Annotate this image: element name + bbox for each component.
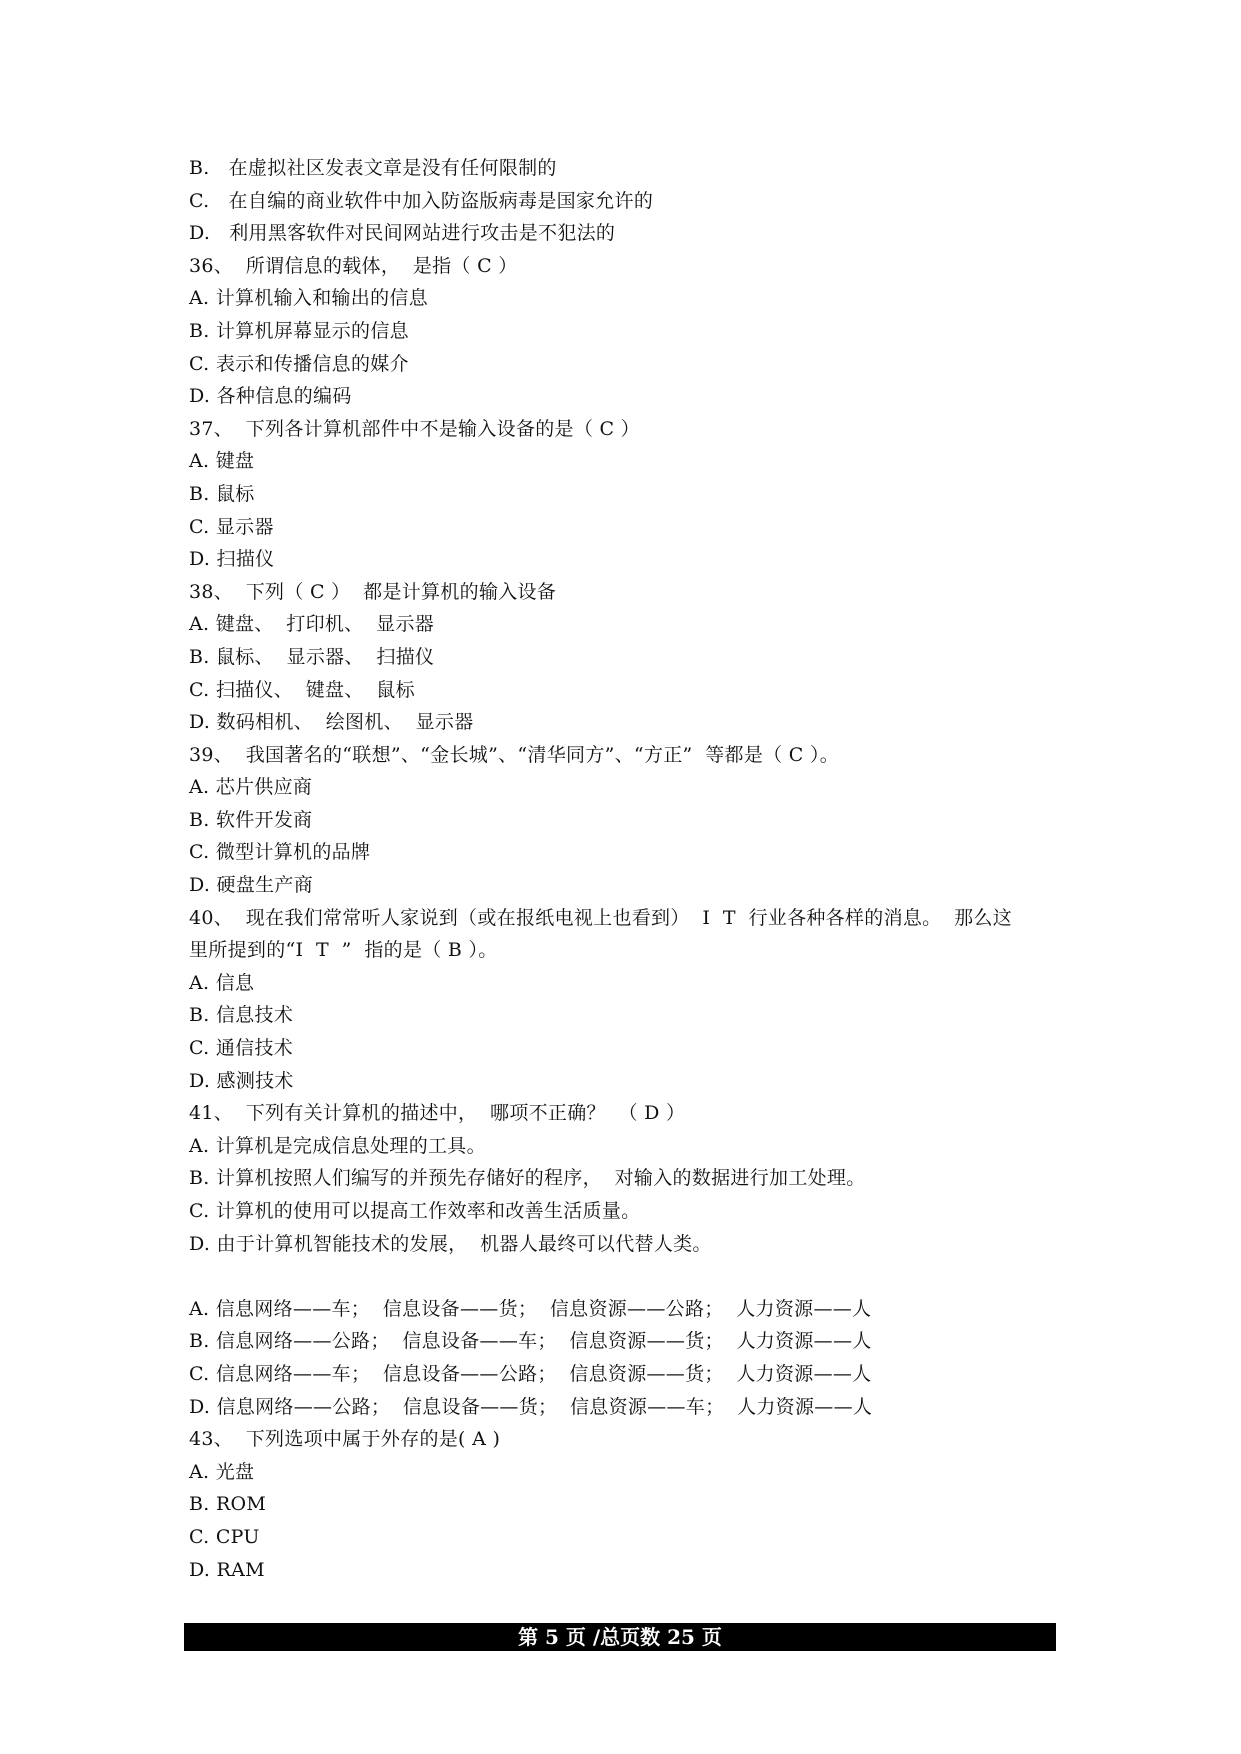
text-line: C. 显示器 [189,515,274,538]
text-line: 38、 下列（ C ） 都是计算机的输入设备 [189,580,557,603]
text-line: C. 微型计算机的品牌 [189,841,371,864]
text-line: A. 信息网络——车； 信息设备——货； 信息资源——公路； 人力资源——人 [189,1297,872,1320]
text-line: C. 在自编的商业软件中加入防盗版病毒是国家允许的 [189,189,654,212]
text-line: A. 键盘 [189,450,255,473]
text-line: 里所提到的“I T ” 指的是（ B ）。 [189,939,498,962]
text-line: A. 芯片供应商 [189,776,313,799]
text-line: D. 利用黑客软件对民间网站进行攻击是不犯法的 [189,222,616,245]
text-line: A. 信息 [189,971,255,994]
document-body [189,152,1069,1586]
page-footer [184,1623,1056,1651]
text-line: B. 软件开发商 [189,808,313,831]
page-number-label: 第 5 页 /总页数 25 页 [518,1625,722,1649]
text-line: B. 信息技术 [189,1004,294,1027]
text-line: C. 计算机的使用可以提高工作效率和改善生活质量。 [189,1200,641,1222]
text-line: A. 计算机输入和输出的信息 [189,287,429,310]
text-line: D. 各种信息的编码 [189,385,352,408]
text-line: D. 扫描仪 [189,548,275,571]
text-line: D. 信息网络——公路； 信息设备——货； 信息资源——车； 人力资源——人 [189,1395,873,1418]
text-line: B. 信息网络——公路； 信息设备——车； 信息资源——货； 人力资源——人 [189,1330,872,1353]
text-line: 43、 下列选项中属于外存的是( A ) [189,1428,501,1451]
text-line: D. 硬盘生产商 [189,874,314,897]
text-line: 41、 下列有关计算机的描述中， 哪项不正确？ （ D ） [189,1102,686,1125]
text-line: C. 表示和传播信息的媒介 [189,352,409,375]
text-line: B. 计算机屏幕显示的信息 [189,319,409,342]
text-line: 36、 所谓信息的载体， 是指（ C ） [189,254,518,277]
text-line: A. 光盘 [189,1460,255,1483]
text-line: A. 计算机是完成信息处理的工具。 [189,1134,486,1157]
text-line: D. RAM [189,1558,265,1581]
text-line: C. 扫描仪、 键盘、 鼠标 [189,678,415,701]
text-line: C. 信息网络——车； 信息设备——公路； 信息资源——货； 人力资源——人 [189,1362,872,1385]
text-line: C. 通信技术 [189,1037,294,1060]
text-line: B. 在虚拟社区发表文章是没有任何限制的 [189,157,557,179]
text-line: B. ROM [189,1493,267,1516]
blank-line [189,1260,1069,1293]
text-line: C. CPU [189,1525,260,1548]
text-line: 40、 现在我们常常听人家说到（或在报纸电视上也看到） I T 行业各种各样的消息。 那么这 [189,906,1013,929]
text-line: 39、 我国著名的“联想”、“金长城”、“清华同方”、“方正” 等都是（ C ）。 [189,743,840,766]
text-line: 37、 下列各计算机部件中不是输入设备的是（ C ） [189,417,640,440]
text-line: D. 数码相机、 绘图机、 显示器 [189,711,474,734]
text-line: B. 计算机按照人们编写的并预先存储好的程序， 对输入的数据进行加工处理。 [189,1167,866,1190]
text-line: D. 由于计算机智能技术的发展， 机器人最终可以代替人类。 [189,1232,712,1255]
text-line: B. 鼠标、 显示器、 扫描仪 [189,645,435,668]
text-line: D. 感测技术 [189,1069,294,1092]
text-line: A. 键盘、 打印机、 显示器 [189,613,435,636]
text-line: B. 鼠标 [189,482,255,505]
